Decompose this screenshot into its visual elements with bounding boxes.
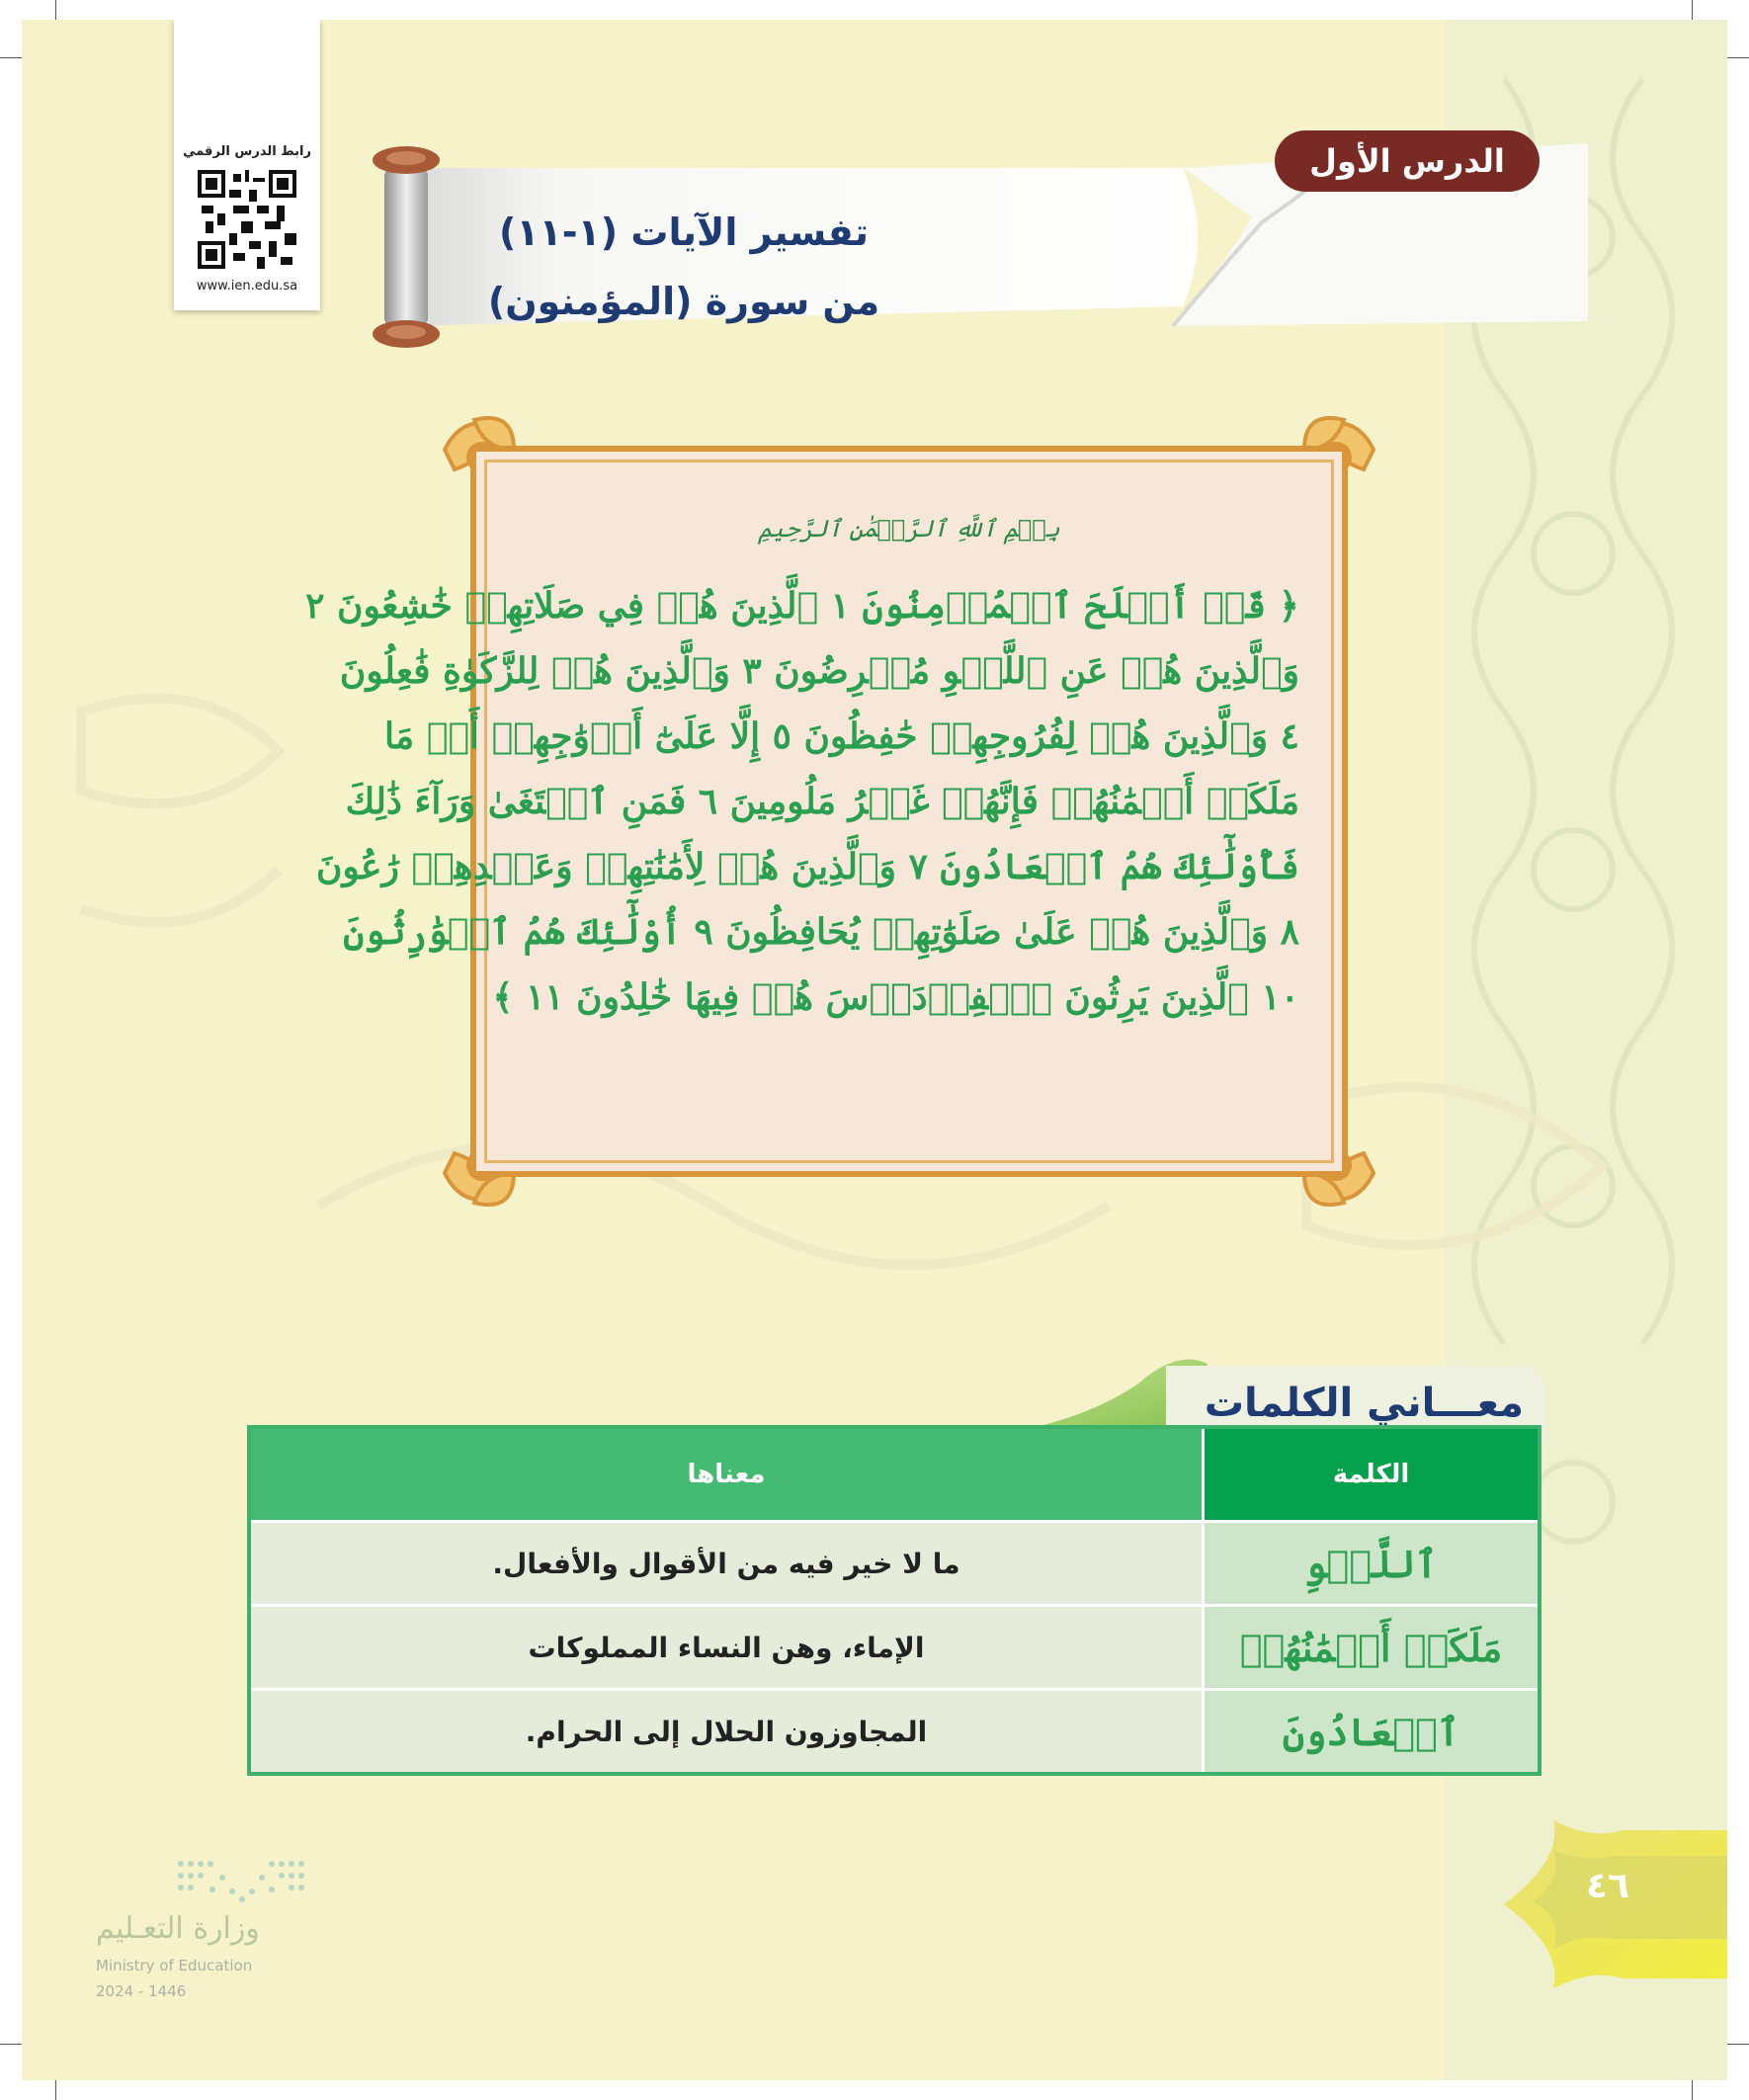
- lesson-title-line1: تفسير الآيات (١-١١): [498, 210, 870, 254]
- word-cell: ٱللَّغۡوِ: [1204, 1522, 1541, 1606]
- ministry-name-ar: وزارة التعـليم: [96, 1911, 260, 1946]
- verse-line: ٤ وَٱلَّذِينَ هُمۡ لِفُرُوجِهِمۡ حَٰفِظُونَ ٥ إِلَّا عَلَىٰٓ أَزۡوَٰجِهِمۡ أَوۡ مَا: [383, 715, 1299, 757]
- qr-label: رابط الدرس الرقمي: [183, 144, 311, 159]
- textbook-page: [22, 20, 1727, 2080]
- ministry-logo: [96, 1856, 313, 2054]
- word-cell: مَلَكَتۡ أَيۡمَٰنُهُمۡ: [1204, 1606, 1541, 1690]
- page-number: ٤٦: [1586, 1866, 1629, 1906]
- table-row: [249, 1606, 1540, 1690]
- verse-line: ٨ وَٱلَّذِينَ هُمۡ عَلَىٰ صَلَوَٰتِهِمۡ يُحَافِظُونَ ٩ أُوْلَٰٓئِكَ هُمُ ٱلۡوَٰرِثُونَ: [343, 911, 1299, 953]
- lesson-title-line2: من سورة (المؤمنون): [487, 280, 880, 323]
- qr-url[interactable]: www.ien.edu.sa: [196, 279, 298, 294]
- meaning-cell: المجاوزون الحلال إلى الحرام.: [249, 1690, 1204, 1775]
- verse-line: ﴿ قَدۡ أَفۡلَحَ ٱلۡمُؤۡمِنُونَ ١ ٱلَّذِينَ هُمۡ فِي صَلَاتِهِمۡ خَٰشِعُونَ ٢: [305, 585, 1299, 627]
- lesson-title: [452, 198, 916, 336]
- verse-line: مَلَكَتۡ أَيۡمَٰنُهُمۡ فَإِنَّهُمۡ غَيۡرُ مَلُومِينَ ٦ فَمَنِ ٱبۡتَغَىٰ وَرَآءَ ذَٰلِكَ: [345, 781, 1299, 822]
- meaning-cell: الإماء، وهن النساء المملوكات: [249, 1606, 1204, 1690]
- word-cell: ٱلۡعَادُونَ: [1204, 1690, 1541, 1775]
- qr-card[interactable]: [174, 20, 320, 310]
- meanings-title: معـــاني الكلمات: [1204, 1381, 1524, 1426]
- ministry-name-en: Ministry of Education: [96, 1957, 253, 1974]
- table-row: [249, 1690, 1540, 1775]
- qr-code-icon[interactable]: [198, 170, 296, 269]
- verses-text: [305, 573, 1299, 1030]
- verse-line: وَٱلَّذِينَ هُمۡ عَنِ ٱللَّغۡوِ مُعۡرِضُونَ ٣ وَٱلَّذِينَ هُمۡ لِلزَّكَوٰةِ فَٰعِلُونَ: [339, 650, 1299, 692]
- meanings-table: [247, 1425, 1541, 1776]
- ministry-logo-icon: [173, 1856, 311, 1905]
- column-header-word: الكلمة: [1204, 1427, 1541, 1522]
- meaning-cell: ما لا خير فيه من الأقوال والأفعال.: [249, 1522, 1204, 1606]
- verses-frame: [305, 410, 1383, 1213]
- verse-line: ١٠ ٱلَّذِينَ يَرِثُونَ ٱلۡفِرۡدَوۡسَ هُمۡ فِيهَا خَٰلِدُونَ ١١ ﴾: [492, 976, 1299, 1018]
- column-header-meaning: معناها: [249, 1427, 1204, 1522]
- basmala: بِسۡمِ ٱللَّهِ ٱلرَّحۡمَٰنِ ٱلرَّحِيمِ: [758, 515, 1060, 543]
- verse-line: فَأُوْلَٰٓئِكَ هُمُ ٱلۡعَادُونَ ٧ وَٱلَّذِينَ هُمۡ لِأَمَٰنَٰتِهِمۡ وَعَهۡدِهِمۡ رَٰعُونَ: [315, 846, 1299, 887]
- ministry-year: 2024 - 1446: [96, 1982, 187, 2000]
- table-row: [249, 1522, 1540, 1606]
- lesson-badge: الدرس الأول: [1275, 130, 1540, 192]
